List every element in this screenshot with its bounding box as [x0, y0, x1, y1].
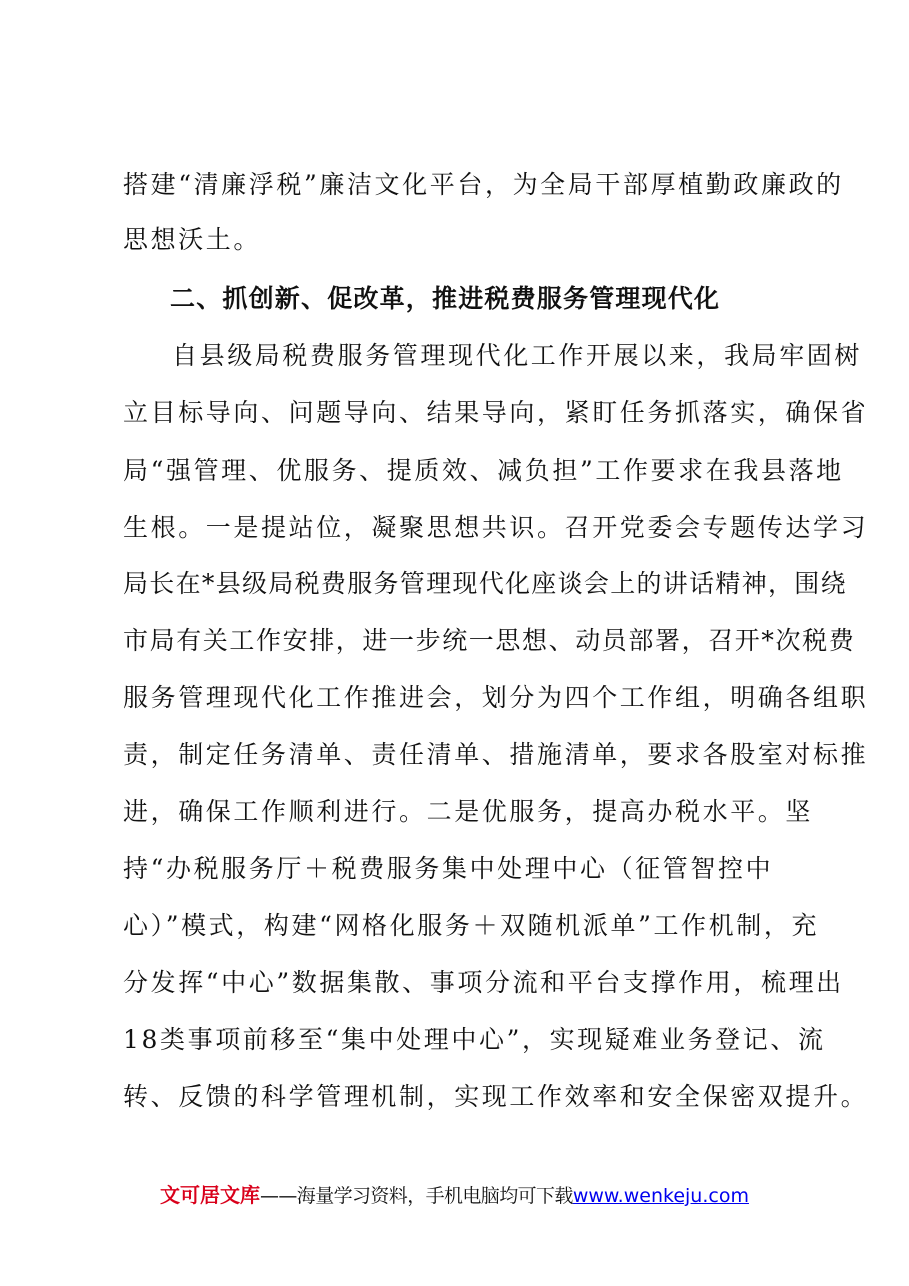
- body-line: 搭建“清廉浮税”廉洁文化平台，为全局干部厚植勤政廉政的: [123, 170, 844, 199]
- body-line: 心）”模式，构建“网格化服务＋双随机派单”工作机制，充: [123, 911, 820, 940]
- body-line: 18类事项前移至“集中处理中心”，实现疑难业务登记、流: [123, 1025, 826, 1054]
- body-line: 自县级局税费服务管理现代化工作开展以来，我局牢固树: [172, 341, 863, 370]
- body-line: 分发挥“中心”数据集散、事项分流和平台支撑作用，梳理出: [123, 968, 844, 997]
- body-line: 局“强管理、优服务、提质效、减负担”工作要求在我县落地: [123, 456, 844, 485]
- body-line: 服务管理现代化工作推进会，划分为四个工作组，明确各组职: [123, 683, 869, 712]
- footer-brand: 文可居文库: [160, 1183, 260, 1207]
- section-heading: 二、抓创新、促改革，推进税费服务管理现代化: [170, 284, 721, 313]
- body-line: 责，制定任务清单、责任清单、措施清单，要求各股室对标推: [123, 740, 869, 769]
- body-line: 生根。一是提站位，凝聚思想共识。召开党委会专题传达学习: [123, 513, 869, 542]
- body-line: 持“办税服务厅＋税费服务集中处理中心（征管智控中: [123, 854, 774, 883]
- footer-tagline: ——海量学习资料，手机电脑均可下载: [260, 1185, 573, 1207]
- body-line: 思想沃土。: [123, 225, 262, 254]
- footer-site-link[interactable]: www.wenkeju.com: [572, 1185, 749, 1207]
- body-line: 局长在*县级局税费服务管理现代化座谈会上的讲话精神，围绕: [123, 569, 847, 598]
- footer-banner: [160, 1182, 749, 1209]
- body-line: 进，确保工作顺利进行。二是优服务，提高办税水平。坚: [123, 797, 814, 826]
- body-line: 市局有关工作安排，进一步统一思想、动员部署，召开*次税费: [123, 626, 856, 655]
- body-line: 转、反馈的科学管理机制，实现工作效率和安全保密双提升。: [123, 1082, 869, 1111]
- body-line: 立目标导向、问题导向、结果导向，紧盯任务抓落实，确保省: [123, 398, 869, 427]
